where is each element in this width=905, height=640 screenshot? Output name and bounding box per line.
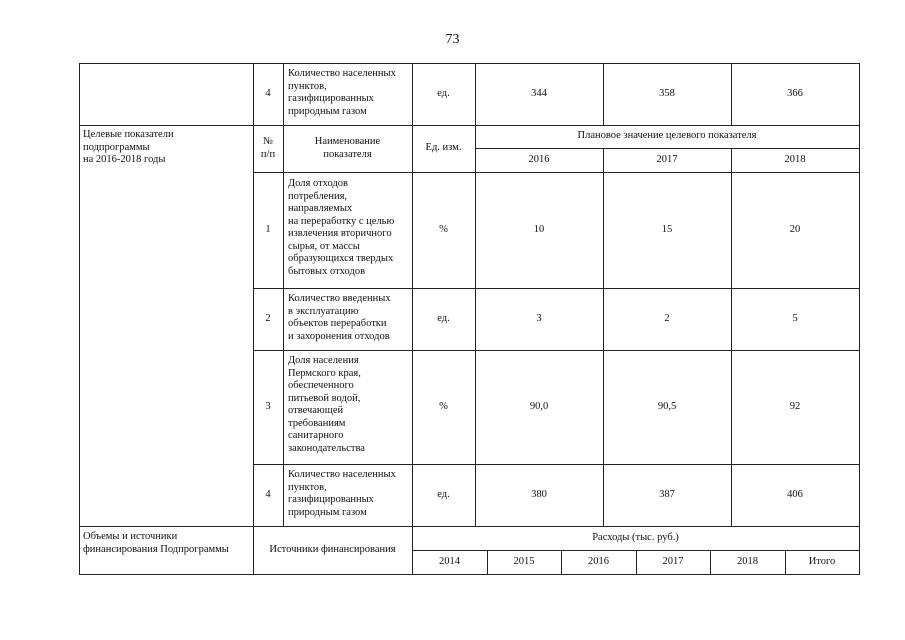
indicator-name-line: Пермского края, (288, 367, 361, 379)
indicator-name-line: требованиям (288, 417, 346, 429)
indicator-name-line: природным газом (288, 506, 367, 518)
indicator-name (288, 68, 412, 118)
finance-year: 2017 (662, 555, 684, 567)
section-label-finance (83, 531, 253, 556)
value-2016: 10 (533, 223, 545, 235)
indicator-name-line: бытовых отходов (288, 265, 366, 277)
section-label-targets (83, 129, 253, 167)
value-2018: 406 (787, 488, 803, 500)
finance-year: 2014 (439, 555, 460, 567)
indicator-name-line: Доля населения (288, 355, 359, 366)
indicator-name-line: объектов переработки (288, 318, 387, 329)
header-text: показателя (323, 148, 372, 160)
value-2018: 20 (789, 223, 801, 235)
value-2016: 380 (531, 488, 547, 500)
value-2018: 5 (792, 312, 798, 324)
finance-year: 2015 (513, 555, 535, 567)
unit-cell: ед. (437, 312, 450, 324)
value-2018: 366 (787, 87, 803, 99)
header-text: № (262, 136, 274, 147)
value-2017: 2 (664, 312, 670, 324)
value-2017: 358 (659, 87, 675, 99)
indicator-name-line: направляемых (288, 203, 353, 214)
table-line (859, 63, 860, 575)
value-2016: 344 (531, 87, 547, 99)
indicator-name (288, 469, 412, 519)
table-line (79, 574, 859, 575)
unit-cell: % (439, 223, 448, 235)
header-year: 2018 (784, 153, 806, 165)
header-name (283, 125, 412, 172)
indicator-name-line: пунктов, (288, 80, 327, 92)
page-number: 73 (445, 32, 460, 47)
indicator-name-line: и захоронения отходов (288, 330, 390, 342)
indicator-name-line: газифицированных (288, 494, 374, 505)
indicator-name-line: образующихся твердых (288, 253, 394, 264)
row-number: 4 (265, 488, 271, 500)
header-text: п/п (260, 148, 276, 160)
indicator-name-line: Количество населенных (288, 68, 396, 79)
section-label-line: финансирования Подпрограммы (83, 543, 229, 555)
indicator-name-line: Доля отходов (288, 178, 349, 189)
indicator-name-line: Количество введенных (288, 293, 391, 304)
indicator-name-line: Количество населенных (288, 469, 396, 480)
indicator-name-line: отвечающей (288, 405, 344, 416)
header-year: 2017 (656, 153, 678, 165)
value-2017: 387 (659, 488, 675, 500)
indicator-name-line: потребления, (288, 190, 348, 202)
indicator-name (288, 355, 412, 455)
indicator-name-line: природным газом (288, 105, 367, 117)
header-year: 2016 (528, 153, 550, 165)
unit-cell: % (439, 400, 448, 412)
indicator-name-line: сырья, от массы (288, 240, 360, 252)
indicator-name (288, 293, 412, 343)
finance-year: 2018 (737, 555, 758, 567)
unit-cell: ед. (437, 87, 450, 99)
table-line (79, 63, 80, 575)
indicator-name (288, 178, 412, 278)
finance-expenses-header: Расходы (тыс. руб.) (592, 531, 679, 543)
value-2017: 15 (661, 223, 673, 235)
indicator-name-line: на переработку с целью (288, 215, 395, 227)
header-number (253, 125, 283, 172)
header-plan: Плановое значение целевого показателя (577, 130, 757, 142)
header-unit: Ед. изм. (425, 142, 462, 154)
value-2016: 90,0 (529, 400, 549, 412)
value-2017: 90,5 (657, 400, 677, 412)
header-text: Наименование (314, 136, 381, 147)
indicator-name-line: в эксплуатацию (288, 305, 359, 317)
indicator-name-line: обеспеченного (288, 380, 354, 391)
row-number: 3 (265, 400, 271, 412)
indicator-name-line: извлечения вторичного (288, 228, 392, 239)
finance-sources-header: Источники финансирования (269, 543, 396, 555)
section-label-line: Целевые показатели (83, 129, 174, 140)
section-label-line: Объемы и источники (83, 531, 178, 542)
indicator-name-line: пунктов, (288, 481, 327, 493)
indicator-name-line: питьевой водой, (288, 392, 361, 404)
row-number: 1 (265, 223, 271, 235)
value-2016: 3 (536, 312, 542, 324)
value-2018: 92 (789, 400, 801, 412)
row-number: 4 (265, 87, 271, 99)
section-label-line: подпрограммы (83, 141, 150, 153)
indicator-name-line: санитарного (288, 430, 344, 441)
finance-total: Итого (808, 555, 836, 567)
finance-year: 2016 (588, 555, 609, 567)
indicator-name-line: газифицированных (288, 93, 374, 104)
indicator-name-line: законодательства (288, 442, 365, 454)
unit-cell: ед. (437, 488, 450, 500)
row-number: 2 (265, 312, 271, 324)
section-label-line: на 2016-2018 годы (83, 154, 166, 165)
